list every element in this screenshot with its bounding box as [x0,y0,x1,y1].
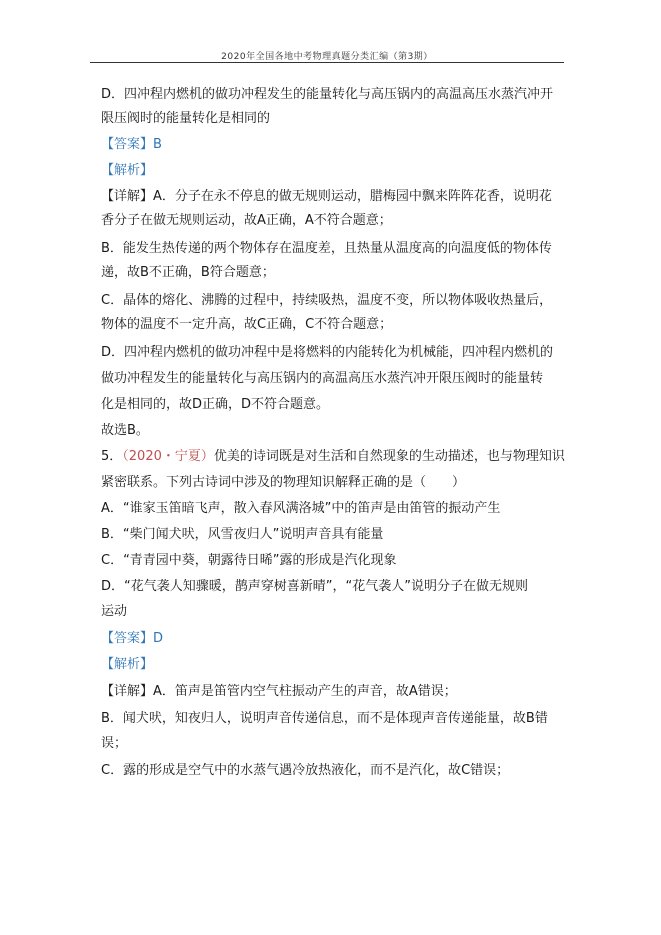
answer-label: 【答案】D [101,631,164,646]
option-c: C．“青青园中葵，朝露待日晞”露的形成是汽化现象 [101,553,397,568]
detail-line: 【详解】A．分子在永不停息的做无规则运动，腊梅园中飘来阵阵花香，说明花 [101,189,552,204]
question-number: 5． [101,449,123,464]
option-d: D．“花气袭人知骤暖，鹊声穿树喜新晴”，“花气袭人”说明分子在做无规则 [101,579,528,594]
analysis-label: 【解析】 [101,163,154,178]
analysis-label: 【解析】 [101,657,154,672]
detail-line: 物体的温度不一定升高，故C正确，C不符合题意； [101,317,393,332]
detail-line: 递，故B不正确，B符合题意； [101,265,275,280]
detail-line: D．四冲程内燃机的做功冲程中是将燃料的内能转化为机械能，四冲程内燃机的 [101,345,554,360]
option-a: A．“谁家玉笛暗飞声，散入春风满洛城”中的笛声是由笛管的振动产生 [101,501,501,516]
answer-label: 【答案】B [101,137,162,152]
page-header: 2020年全国各地中考物理真题分类汇编（第3期） [221,52,433,62]
detail-line: 做功冲程发生的能量转化与高压锅内的高温高压水蒸汽冲开限压阀时的能量转 [101,371,544,386]
conclusion-line: 故选B。 [101,423,149,438]
detail-line: B．闻犬吠，知夜归人，说明声音传递信息，而不是体现声音传递能量，故B错 [101,711,548,726]
option-d-text-cont: 限压阀时的能量转化是相同的 [101,111,271,126]
detail-line: C．晶体的熔化、沸腾的过程中，持续吸热，温度不变，所以物体吸收热量后， [101,293,553,308]
detail-line: B．能发生热传递的两个物体存在温度差，且热量从温度高的向温度低的物体传 [101,241,552,256]
detail-line: C．露的形成是空气中的水蒸气遇冷放热液化，而不是汽化，故C错误； [101,763,510,778]
detail-line: 香分子在做无规则运动，故A正确，A不符合题意； [101,213,392,228]
question-stem-cont: 紧密联系。下列古诗词中涉及的物理知识解释正确的是（ ） [101,475,466,490]
detail-line: 【详解】A．笛声是笛管内空气柱振动产生的声音，故A错误； [101,684,457,699]
option-d-text: D．四冲程内燃机的做功冲程发生的能量转化与高压锅内的高温高压水蒸汽冲开 [101,87,554,102]
question-stem: 优美的诗词既是对生活和自然现象的生动描述，也与物理知识 [213,449,565,464]
option-d-cont: 运动 [101,604,128,619]
header-divider [90,62,564,63]
detail-line: 化是相同的，故D正确，D不符合题意。 [101,397,330,412]
option-b: B．“柴门闻犬吠，风雪夜归人”说明声音具有能量 [101,527,384,542]
question-source: （2020・宁夏） [122,449,214,464]
question-5-header [101,448,565,466]
detail-line: 误； [101,736,128,751]
